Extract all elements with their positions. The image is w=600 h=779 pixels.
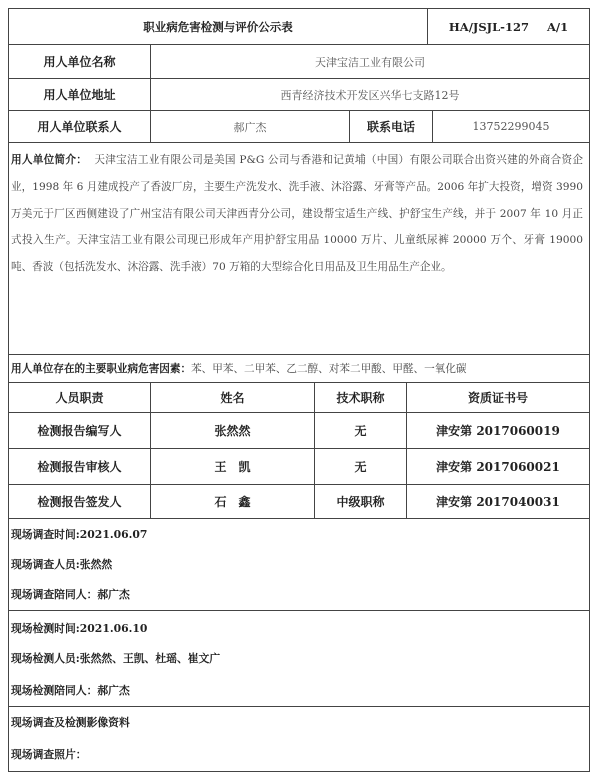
table-row: [9, 449, 589, 485]
survey-escort-label: 现场调查陪同人：: [11, 588, 98, 601]
survey-staff-label: 现场调查人员:: [11, 558, 80, 571]
form-version: A/1: [546, 19, 569, 34]
intro-label: 用人单位简介：: [11, 154, 88, 166]
row-name: 石 鑫: [150, 485, 314, 518]
col-header-cert: 资质证书号: [406, 383, 589, 412]
row-cert: 津安第 2017060019: [406, 413, 589, 448]
header-row: [9, 9, 589, 45]
staff-table-header: [9, 383, 589, 413]
survey-section: [9, 519, 589, 611]
hazards-paragraph: [11, 355, 583, 383]
unit-address-value: 西青经济技术开发区兴华七支路12号: [150, 79, 589, 110]
row-role: 检测报告编写人: [37, 424, 122, 438]
detection-staff-value: 张然然、王凯、杜瑶、崔文广: [79, 652, 221, 665]
table-row: [9, 413, 589, 449]
row-role: 检测报告签发人: [37, 495, 122, 509]
form-code-cell: [427, 9, 589, 44]
row-name: 张然然: [150, 413, 314, 448]
hazards-row: [9, 355, 589, 383]
phone-label: 联系电话: [349, 111, 432, 142]
hazards-label: 用人单位存在的主要职业病危害因素：: [11, 363, 192, 375]
images-section: [9, 707, 589, 771]
unit-address-row: [9, 79, 589, 111]
detection-time-value: 2021.06.10: [79, 622, 148, 635]
disclosure-form: [8, 8, 590, 772]
survey-time-value: 2021.06.07: [79, 528, 148, 541]
detection-time: [11, 621, 147, 636]
contact-label: 用人单位联系人: [37, 120, 122, 134]
row-title: 中级职称: [314, 485, 406, 518]
detection-section: [9, 611, 589, 707]
form-title: 职业病危害检测与评价公示表: [143, 19, 293, 34]
intro-text: 天津宝洁工业有限公司是美国 P&G 公司与香港和记黄埔（中国）有限公司联合出资兴建的外商合资企业，1998 年 6 月建成投产了香波厂房，主要生产洗发水、洗手液、沐浴露、牙膏等产品。2006 年扩大投资，增资 3990 万美元于厂区西侧建设了广州宝洁有限公司天津西青分公司，建设帮宝适生产线、护舒宝生产线，并于 2007 年 10 月正式投入生产。天津宝洁工业有限公司现已形成年产用护舒宝用品 10000 万片、儿童纸尿裤 20000 万个、牙膏 19000 吨、香波（包括洗发水、沐浴露、洗手液）70 万箱的大型综合化日用品及卫生用品生产企业。: [11, 154, 583, 274]
unit-address-label: 用人单位地址: [43, 88, 116, 102]
survey-escort: [11, 587, 130, 602]
survey-staff: [11, 557, 112, 572]
survey-time: [11, 527, 147, 542]
row-title: 无: [314, 413, 406, 448]
detection-escort-value: 郝广杰: [97, 684, 130, 697]
col-header-role: 人员职责: [55, 391, 104, 405]
unit-contact-row: [9, 111, 589, 143]
survey-photo-label: 现场调查照片：: [11, 748, 87, 761]
contact-value: 郝广杰: [150, 111, 349, 142]
detection-escort: [11, 683, 130, 698]
survey-staff-value: 张然然: [79, 558, 113, 571]
survey-escort-value: 郝广杰: [97, 588, 130, 601]
unit-name-row: [9, 45, 589, 79]
col-header-name: 姓名: [150, 383, 314, 412]
col-header-title: 技术职称: [314, 383, 406, 412]
unit-name-value: 天津宝洁工业有限公司: [150, 45, 589, 78]
row-cert: 津安第 2017060021: [406, 449, 589, 484]
detection-escort-label: 现场检测陪同人：: [11, 684, 98, 697]
table-row: [9, 485, 589, 519]
images-section-title: 现场调查及检测影像资料: [11, 716, 130, 729]
row-cert: 津安第 2017040031: [406, 485, 589, 518]
detection-staff-label: 现场检测人员:: [11, 652, 80, 665]
row-name: 王 凯: [150, 449, 314, 484]
detection-staff: [11, 651, 220, 666]
detection-time-label: 现场检测时间:: [11, 622, 80, 635]
intro-paragraph: [11, 147, 583, 281]
row-role: 检测报告审核人: [37, 460, 122, 474]
hazards-text: 苯、甲苯、二甲苯、乙二醇、对苯二甲酸、甲醛、一氧化碳: [191, 363, 467, 375]
phone-value: 13752299045: [432, 111, 589, 142]
row-title: 无: [314, 449, 406, 484]
unit-name-label: 用人单位名称: [43, 55, 116, 69]
form-code: HA/JSJL-127: [448, 19, 529, 34]
survey-time-label: 现场调查时间:: [11, 528, 80, 541]
intro-row: [9, 143, 589, 355]
